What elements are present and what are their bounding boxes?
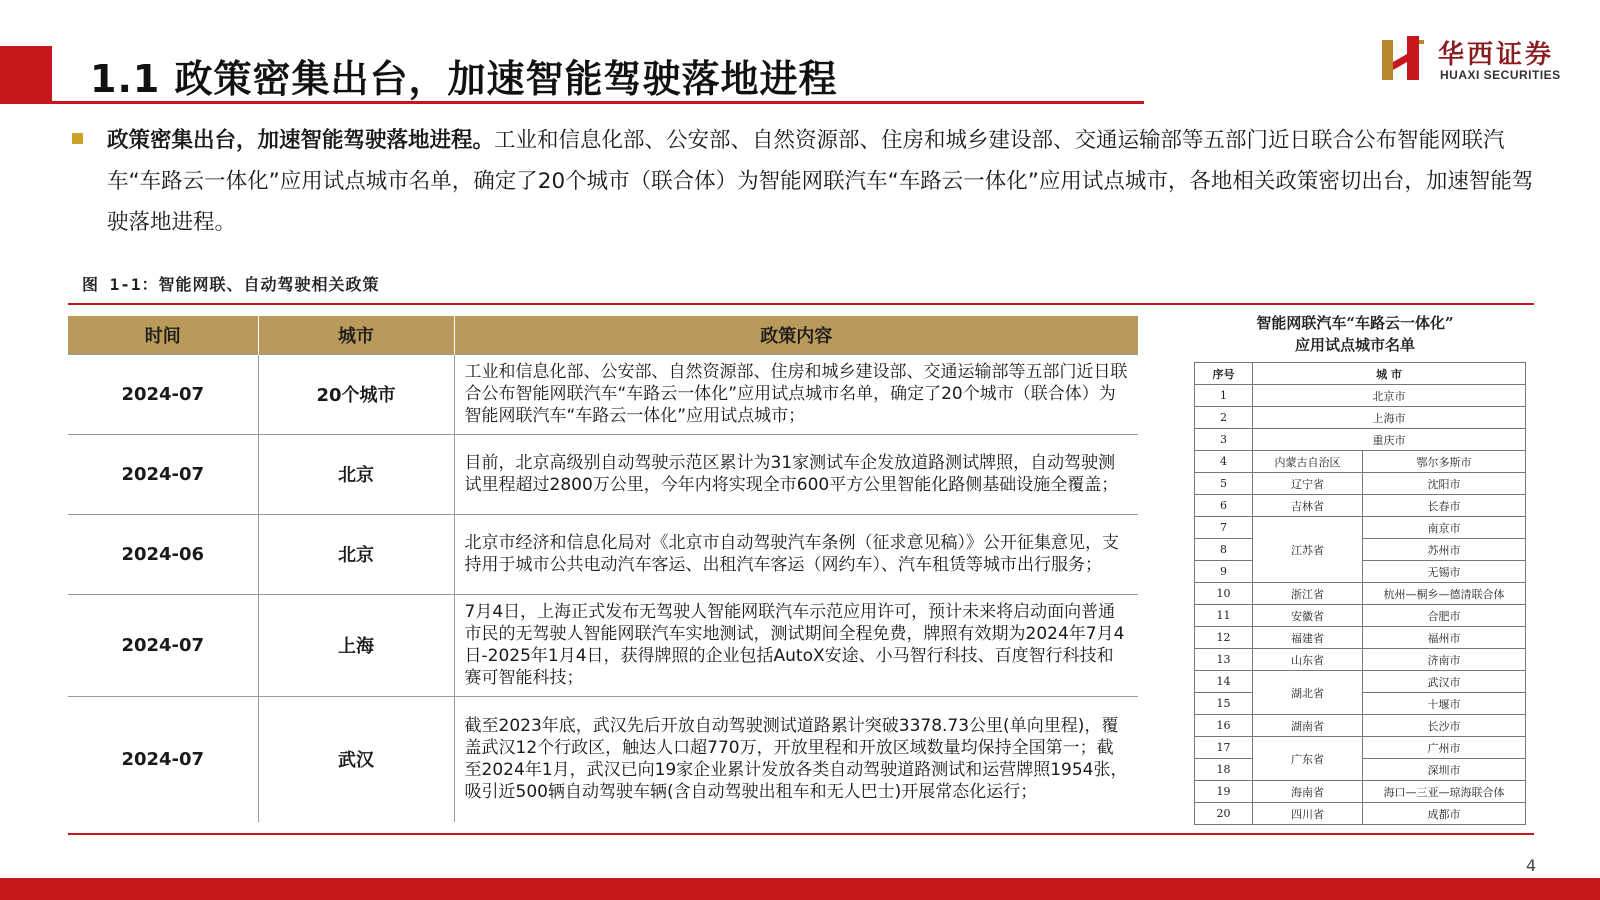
row-date: 2024-07 [68, 354, 258, 434]
table-row [68, 434, 1138, 514]
item-no: 14 [1195, 671, 1253, 693]
policy-table [68, 316, 1138, 822]
item-city: 北京市 [1253, 385, 1526, 407]
row-content: 目前，北京高级别自动驾驶示范区累计为31家测试车企发放道路测试牌照，自动驾驶测试里程超过2800万公里，今年内将实现全市600平方公里智能化路侧基础设施全覆盖； [454, 434, 1138, 514]
figure-caption: 图 1-1：智能网联、自动驾驶相关政策 [82, 275, 380, 294]
pilot-table-header [1195, 363, 1526, 385]
list-item [1195, 429, 1526, 451]
item-province: 四川省 [1253, 803, 1363, 825]
header-city: 城 市 [1253, 363, 1526, 385]
table-row [68, 594, 1138, 696]
item-city: 成都市 [1363, 803, 1526, 825]
list-item [1195, 407, 1526, 429]
list-item [1195, 627, 1526, 649]
item-no: 13 [1195, 649, 1253, 671]
item-no: 5 [1195, 473, 1253, 495]
huaxi-logo-icon [1378, 34, 1428, 84]
logo-english-name: HUAXI SECURITIES [1440, 68, 1561, 82]
item-no: 18 [1195, 759, 1253, 781]
list-item [1195, 649, 1526, 671]
row-date: 2024-07 [68, 696, 258, 822]
item-no: 8 [1195, 539, 1253, 561]
list-item [1195, 715, 1526, 737]
company-logo [1378, 34, 1578, 86]
item-no: 17 [1195, 737, 1253, 759]
item-city: 深圳市 [1363, 759, 1526, 781]
item-province: 湖北省 [1253, 671, 1363, 715]
item-no: 15 [1195, 693, 1253, 715]
figure-bottom-rule [68, 833, 1534, 835]
item-province: 江苏省 [1253, 517, 1363, 583]
row-date: 2024-07 [68, 594, 258, 696]
item-province: 广东省 [1253, 737, 1363, 781]
pilot-list-title-line1: 智能网联汽车“车路云一体化” [1256, 314, 1454, 332]
pilot-list-title-line2: 应用试点城市名单 [1294, 336, 1415, 354]
item-province: 海南省 [1253, 781, 1363, 803]
title-underline [52, 101, 1144, 104]
item-city: 合肥市 [1363, 605, 1526, 627]
title-accent-block [0, 46, 52, 104]
page-number: 4 [1526, 856, 1537, 875]
row-date: 2024-06 [68, 514, 258, 594]
list-item [1195, 781, 1526, 803]
header-no: 序号 [1195, 363, 1253, 385]
item-no: 16 [1195, 715, 1253, 737]
list-item [1195, 803, 1526, 825]
row-content: 工业和信息化部、公安部、自然资源部、住房和城乡建设部、交通运输部等五部门近日联合公布智能网联汽车“车路云一体化”应用试点城市名单，确定了20个城市（联合体）为智能网联汽车“车路云一体化”应用试点城市； [454, 354, 1138, 434]
row-city: 北京 [258, 514, 454, 594]
header-date: 时间 [68, 316, 258, 354]
item-no: 19 [1195, 781, 1253, 803]
item-city: 海口—三亚—琼海联合体 [1363, 781, 1526, 803]
item-province: 浙江省 [1253, 583, 1363, 605]
item-no: 4 [1195, 451, 1253, 473]
header-content: 政策内容 [454, 316, 1138, 354]
footer-bar [0, 878, 1600, 900]
item-no: 3 [1195, 429, 1253, 451]
list-item [1195, 495, 1526, 517]
item-no: 20 [1195, 803, 1253, 825]
row-city: 上海 [258, 594, 454, 696]
pilot-list-title [1190, 312, 1520, 356]
item-no: 1 [1195, 385, 1253, 407]
item-province: 湖南省 [1253, 715, 1363, 737]
table-row [68, 354, 1138, 434]
item-city: 杭州—桐乡—德清联合体 [1363, 583, 1526, 605]
item-no: 2 [1195, 407, 1253, 429]
list-item [1195, 517, 1526, 539]
item-province: 福建省 [1253, 627, 1363, 649]
policy-table-header [68, 316, 1138, 354]
item-city: 福州市 [1363, 627, 1526, 649]
intro-bold-lead: 政策密集出台，加速智能驾驶落地进程。 [107, 128, 495, 153]
item-no: 7 [1195, 517, 1253, 539]
list-item [1195, 451, 1526, 473]
list-item [1195, 385, 1526, 407]
item-city: 南京市 [1363, 517, 1526, 539]
list-item [1195, 605, 1526, 627]
item-city: 广州市 [1363, 737, 1526, 759]
item-province: 吉林省 [1253, 495, 1363, 517]
item-city: 长沙市 [1363, 715, 1526, 737]
figure-top-rule [68, 303, 1534, 305]
item-city: 重庆市 [1253, 429, 1526, 451]
item-no: 9 [1195, 561, 1253, 583]
item-province: 山东省 [1253, 649, 1363, 671]
item-province: 辽宁省 [1253, 473, 1363, 495]
list-item [1195, 583, 1526, 605]
logo-chinese-name: 华西证券 [1438, 40, 1555, 70]
item-city: 沈阳市 [1363, 473, 1526, 495]
item-city: 苏州市 [1363, 539, 1526, 561]
intro-text: 工业和信息化部、公安部、自然资源部、住房和城乡建设部、交通运输部等五部门近日联合公布智能网联汽车“车路云一体化”应用试点城市名单，确定了20个城市（联合体）为智能网联汽车“车路云一体化”应用试点城市，各地相关政策密切出台，加速智能驾驶落地进程。 [107, 128, 1534, 235]
list-item [1195, 473, 1526, 495]
item-city: 武汉市 [1363, 671, 1526, 693]
list-item [1195, 671, 1526, 693]
row-content: 7月4日，上海正式发布无驾驶人智能网联汽车示范应用许可，预计未来将启动面向普通市民的无驾驶人智能网联汽车实地测试，测试期间全程免费，牌照有效期为2024年7月4日-2025年1月4日，获得牌照的企业包括AutoX安途、小马智行科技、百度智行科技和赛可智能科技； [454, 594, 1138, 696]
pilot-city-table [1194, 362, 1526, 825]
row-city: 北京 [258, 434, 454, 514]
item-no: 12 [1195, 627, 1253, 649]
item-city: 济南市 [1363, 649, 1526, 671]
row-content: 北京市经济和信息化局对《北京市自动驾驶汽车条例（征求意见稿）》公开征集意见，支持用于城市公共电动汽车客运、出租汽车客运（网约车）、汽车租赁等城市出行服务； [454, 514, 1138, 594]
item-city: 鄂尔多斯市 [1363, 451, 1526, 473]
item-city: 无锡市 [1363, 561, 1526, 583]
item-no: 11 [1195, 605, 1253, 627]
row-date: 2024-07 [68, 434, 258, 514]
item-city: 长春市 [1363, 495, 1526, 517]
page-title: 1.1 政策密集出台，加速智能驾驶落地进程 [90, 57, 838, 101]
item-province: 安徽省 [1253, 605, 1363, 627]
item-no: 6 [1195, 495, 1253, 517]
header-city: 城市 [258, 316, 454, 354]
list-item [1195, 737, 1526, 759]
row-city: 20个城市 [258, 354, 454, 434]
item-city: 上海市 [1253, 407, 1526, 429]
item-no: 10 [1195, 583, 1253, 605]
table-row [68, 696, 1138, 822]
intro-paragraph [107, 120, 1537, 243]
row-city: 武汉 [258, 696, 454, 822]
bullet-square-icon [72, 133, 83, 144]
item-city: 十堰市 [1363, 693, 1526, 715]
table-row [68, 514, 1138, 594]
item-province: 内蒙古自治区 [1253, 451, 1363, 473]
row-content: 截至2023年底，武汉先后开放自动驾驶测试道路累计突破3378.73公里(单向里程)，覆盖武汉12个行政区，触达人口超770万，开放里程和开放区域数量均保持全国第一；截至2024年1月，武汉已向19家企业累计发放各类自动驾驶道路测试和运营牌照1954张，吸引近500辆自动驾驶车辆(含自动驾驶出租车和无人巴士)开展常态化运行； [454, 696, 1138, 822]
